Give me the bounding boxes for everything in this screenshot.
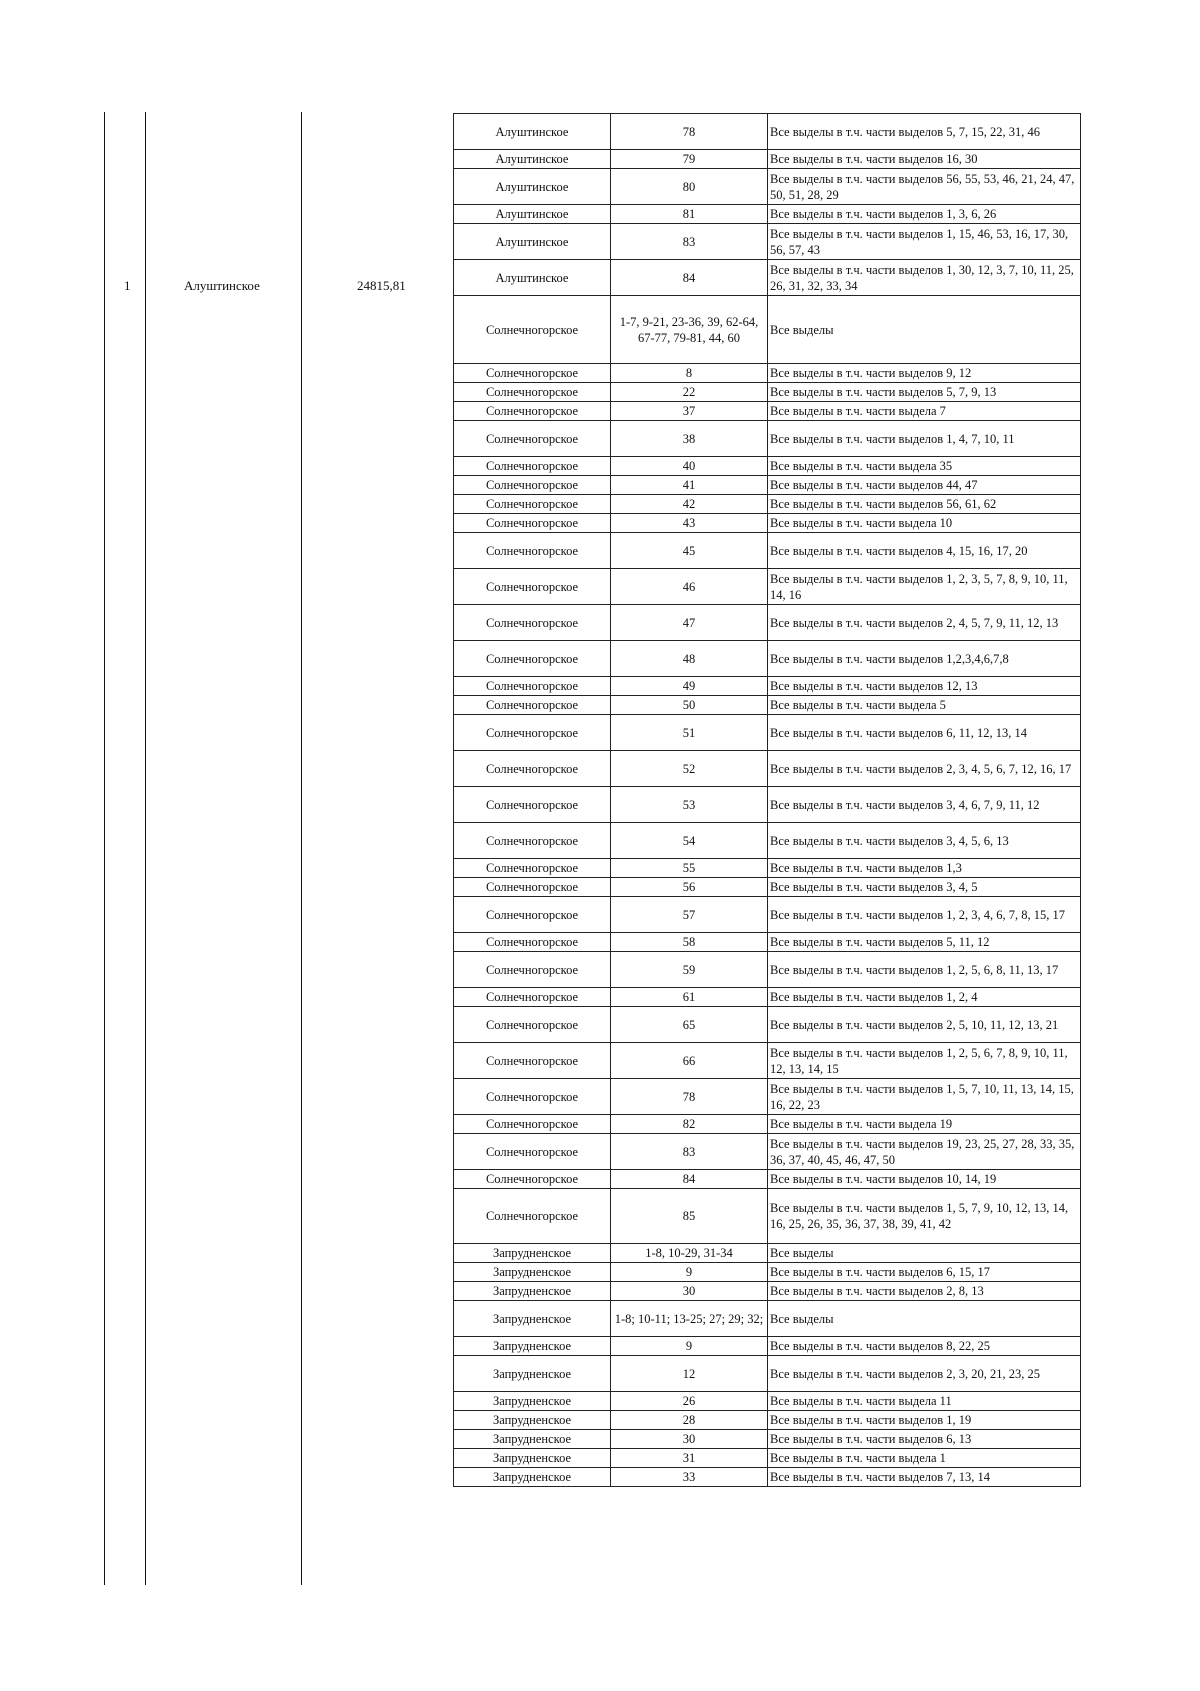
quarter-cell: 80: [611, 169, 768, 205]
forestry-cell: Солнечногорское: [454, 421, 611, 457]
table-row: [454, 952, 1081, 988]
sections-cell: Все выделы в т.ч. части выделов 56, 55, 53, 46, 21, 24, 47, 50, 51, 28, 29: [768, 169, 1081, 205]
sections-cell: Все выделы в т.ч. части выделов 1, 5, 7, 10, 11, 13, 14, 15, 16, 22, 23: [768, 1079, 1081, 1115]
forestry-cell: Алуштинское: [454, 150, 611, 169]
forestry-cell: Солнечногорское: [454, 1007, 611, 1043]
table-row: [454, 715, 1081, 751]
sections-cell: Все выделы в т.ч. части выделов 5, 7, 9, 13: [768, 383, 1081, 402]
table-row: [454, 402, 1081, 421]
sections-cell: Все выделы в т.ч. части выделов 1, 2, 4: [768, 988, 1081, 1007]
quarter-cell: 49: [611, 677, 768, 696]
table-row: [454, 476, 1081, 495]
sections-cell: Все выделы в т.ч. части выделов 56, 61, 62: [768, 495, 1081, 514]
quarter-cell: 85: [611, 1189, 768, 1244]
sections-cell: Все выделы в т.ч. части выделов 19, 23, 25, 27, 28, 33, 35, 36, 37, 40, 45, 46, 47, 50: [768, 1134, 1081, 1170]
forestry-cell: Алуштинское: [454, 260, 611, 296]
quarter-cell: 1-7, 9-21, 23-36, 39, 62-64, 67-77, 79-81, 44, 60: [611, 296, 768, 364]
sections-cell: Все выделы в т.ч. части выделов 2, 8, 13: [768, 1282, 1081, 1301]
table-row: [454, 751, 1081, 787]
quarter-cell: 78: [611, 1079, 768, 1115]
sections-cell: Все выделы в т.ч. части выдела 10: [768, 514, 1081, 533]
quarter-cell: 30: [611, 1282, 768, 1301]
sections-cell: Все выделы в т.ч. части выдела 11: [768, 1392, 1081, 1411]
table-row: [454, 823, 1081, 859]
forestry-cell: Алуштинское: [454, 205, 611, 224]
forestry-cell: Запрудненское: [454, 1337, 611, 1356]
table-row: [454, 1392, 1081, 1411]
sections-cell: Все выделы: [768, 1244, 1081, 1263]
sections-cell: Все выделы в т.ч. части выделов 2, 4, 5, 7, 9, 11, 12, 13: [768, 605, 1081, 641]
table-row: [454, 383, 1081, 402]
forestry-cell: Запрудненское: [454, 1244, 611, 1263]
row-number: 1: [124, 278, 131, 293]
table-row: [454, 878, 1081, 897]
table-row: [454, 859, 1081, 878]
quarter-cell: 42: [611, 495, 768, 514]
sections-cell: Все выделы в т.ч. части выделов 1, 4, 7, 10, 11: [768, 421, 1081, 457]
sections-cell: Все выделы в т.ч. части выделов 12, 13: [768, 677, 1081, 696]
quarter-cell: 55: [611, 859, 768, 878]
sections-cell: Все выделы в т.ч. части выделов 10, 14, 19: [768, 1170, 1081, 1189]
sections-cell: Все выделы в т.ч. части выделов 9, 12: [768, 364, 1081, 383]
quarter-cell: 8: [611, 364, 768, 383]
table-row: [454, 205, 1081, 224]
sections-cell: Все выделы в т.ч. части выделов 1, 3, 6, 26: [768, 205, 1081, 224]
forestry-cell: Алуштинское: [454, 114, 611, 150]
forestry-cell: Солнечногорское: [454, 1134, 611, 1170]
sections-cell: Все выделы в т.ч. части выделов 1, 30, 12, 3, 7, 10, 11, 25, 26, 31, 32, 33, 34: [768, 260, 1081, 296]
sections-cell: Все выделы в т.ч. части выделов 2, 3, 4, 5, 6, 7, 12, 16, 17: [768, 751, 1081, 787]
sections-cell: Все выделы в т.ч. части выделов 1, 15, 46, 53, 16, 17, 30, 56, 57, 43: [768, 224, 1081, 260]
quarter-cell: 1-8, 10-29, 31-34: [611, 1244, 768, 1263]
table-row: [454, 696, 1081, 715]
quarter-cell: 58: [611, 933, 768, 952]
quarters-table-body: [454, 114, 1081, 1487]
sections-cell: Все выделы в т.ч. части выделов 1, 5, 7, 9, 10, 12, 13, 14, 16, 25, 26, 35, 36, 37, 38, 39, 41, 42: [768, 1189, 1081, 1244]
forestry-cell: Солнечногорское: [454, 641, 611, 677]
sections-cell: Все выделы в т.ч. части выделов 1, 2, 3, 4, 6, 7, 8, 15, 17: [768, 897, 1081, 933]
sections-cell: Все выделы в т.ч. части выделов 6, 11, 12, 13, 14: [768, 715, 1081, 751]
quarter-cell: 48: [611, 641, 768, 677]
left-column-line-1: [104, 112, 105, 1585]
forestry-cell: Солнечногорское: [454, 751, 611, 787]
quarter-cell: 52: [611, 751, 768, 787]
table-row: [454, 1134, 1081, 1170]
table-row: [454, 605, 1081, 641]
quarter-cell: 82: [611, 1115, 768, 1134]
forestry-cell: Запрудненское: [454, 1411, 611, 1430]
forestry-cell: Солнечногорское: [454, 457, 611, 476]
table-row: [454, 296, 1081, 364]
quarter-cell: 84: [611, 260, 768, 296]
forestry-cell: Солнечногорское: [454, 878, 611, 897]
quarter-cell: 30: [611, 1430, 768, 1449]
sections-cell: Все выделы в т.ч. части выделов 5, 7, 15, 22, 31, 46: [768, 114, 1081, 150]
forestry-cell: Солнечногорское: [454, 933, 611, 952]
quarter-cell: 66: [611, 1043, 768, 1079]
forestry-cell: Солнечногорское: [454, 787, 611, 823]
quarter-cell: 28: [611, 1411, 768, 1430]
forestry-cell: Солнечногорское: [454, 952, 611, 988]
quarter-cell: 79: [611, 150, 768, 169]
forestry-cell: Запрудненское: [454, 1263, 611, 1282]
quarter-cell: 31: [611, 1449, 768, 1468]
forestry-cell: Солнечногорское: [454, 677, 611, 696]
table-row: [454, 114, 1081, 150]
table-row: [454, 787, 1081, 823]
forestry-cell: Запрудненское: [454, 1468, 611, 1487]
quarter-cell: 41: [611, 476, 768, 495]
table-row: [454, 1244, 1081, 1263]
sections-cell: Все выделы в т.ч. части выделов 1,2,3,4,6,7,8: [768, 641, 1081, 677]
forestry-cell: Солнечногорское: [454, 897, 611, 933]
table-row: [454, 933, 1081, 952]
forestry-cell: Солнечногорское: [454, 1170, 611, 1189]
forestry-cell: Алуштинское: [454, 224, 611, 260]
forestry-cell: Солнечногорское: [454, 476, 611, 495]
sections-cell: Все выделы в т.ч. части выделов 2, 5, 10, 11, 12, 13, 21: [768, 1007, 1081, 1043]
forestry-cell: Солнечногорское: [454, 296, 611, 364]
quarter-cell: 40: [611, 457, 768, 476]
forestry-cell: Солнечногорское: [454, 696, 611, 715]
forestry-cell: Солнечногорское: [454, 495, 611, 514]
forestry-cell: Солнечногорское: [454, 364, 611, 383]
forestry-cell: Солнечногорское: [454, 1043, 611, 1079]
table-row: [454, 1189, 1081, 1244]
sections-cell: Все выделы в т.ч. части выделов 3, 4, 6, 7, 9, 11, 12: [768, 787, 1081, 823]
table-row: [454, 150, 1081, 169]
table-row: [454, 988, 1081, 1007]
table-row: [454, 169, 1081, 205]
sections-cell: Все выделы: [768, 1301, 1081, 1337]
forestry-cell: Алуштинское: [454, 169, 611, 205]
quarter-cell: 50: [611, 696, 768, 715]
quarter-cell: 56: [611, 878, 768, 897]
total-area: 24815,81: [357, 278, 406, 293]
forestry-name: Алуштинское: [184, 278, 260, 293]
forestry-cell: Солнечногорское: [454, 715, 611, 751]
left-column-line-2: [145, 112, 146, 1585]
table-row: [454, 224, 1081, 260]
forestry-cell: Запрудненское: [454, 1301, 611, 1337]
forestry-cell: Запрудненское: [454, 1392, 611, 1411]
table-row: [454, 569, 1081, 605]
table-row: [454, 1356, 1081, 1392]
quarter-cell: 47: [611, 605, 768, 641]
quarter-cell: 26: [611, 1392, 768, 1411]
forestry-cell: Солнечногорское: [454, 988, 611, 1007]
table-row: [454, 514, 1081, 533]
table-row: [454, 421, 1081, 457]
table-row: [454, 1170, 1081, 1189]
forestry-cell: Солнечногорское: [454, 402, 611, 421]
sections-cell: Все выделы в т.ч. части выделов 1, 2, 5, 6, 7, 8, 9, 10, 11, 12, 13, 14, 15: [768, 1043, 1081, 1079]
quarters-table: [453, 113, 1081, 1487]
sections-cell: Все выделы в т.ч. части выдела 5: [768, 696, 1081, 715]
forestry-cell: Солнечногорское: [454, 1079, 611, 1115]
quarter-cell: 33: [611, 1468, 768, 1487]
quarter-cell: 59: [611, 952, 768, 988]
quarter-cell: 51: [611, 715, 768, 751]
table-row: [454, 1115, 1081, 1134]
forestry-cell: Солнечногорское: [454, 1189, 611, 1244]
table-row: [454, 533, 1081, 569]
table-row: [454, 1337, 1081, 1356]
table-row: [454, 641, 1081, 677]
sections-cell: Все выделы в т.ч. части выделов 1, 2, 5, 6, 8, 11, 13, 17: [768, 952, 1081, 988]
quarter-cell: 37: [611, 402, 768, 421]
quarter-cell: 53: [611, 787, 768, 823]
sections-cell: Все выделы в т.ч. части выделов 16, 30: [768, 150, 1081, 169]
sections-cell: Все выделы в т.ч. части выделов 4, 15, 16, 17, 20: [768, 533, 1081, 569]
forestry-cell: Солнечногорское: [454, 533, 611, 569]
table-row: [454, 1263, 1081, 1282]
quarter-cell: 65: [611, 1007, 768, 1043]
quarter-cell: 57: [611, 897, 768, 933]
sections-cell: Все выделы в т.ч. части выделов 3, 4, 5, 6, 13: [768, 823, 1081, 859]
sections-cell: Все выделы в т.ч. части выделов 3, 4, 5: [768, 878, 1081, 897]
sections-cell: Все выделы в т.ч. части выделов 7, 13, 14: [768, 1468, 1081, 1487]
forestry-cell: Запрудненское: [454, 1430, 611, 1449]
quarter-cell: 9: [611, 1263, 768, 1282]
forestry-cell: Запрудненское: [454, 1356, 611, 1392]
table-row: [454, 897, 1081, 933]
table-row: [454, 495, 1081, 514]
quarter-cell: 84: [611, 1170, 768, 1189]
forestry-cell: Солнечногорское: [454, 514, 611, 533]
quarter-cell: 45: [611, 533, 768, 569]
table-row: [454, 457, 1081, 476]
quarter-cell: 1-8; 10-11; 13-25; 27; 29; 32;: [611, 1301, 768, 1337]
forestry-cell: Солнечногорское: [454, 605, 611, 641]
forestry-cell: Запрудненское: [454, 1449, 611, 1468]
quarter-cell: 81: [611, 205, 768, 224]
sections-cell: Все выделы в т.ч. части выделов 5, 11, 12: [768, 933, 1081, 952]
quarter-cell: 78: [611, 114, 768, 150]
quarter-cell: 46: [611, 569, 768, 605]
forestry-cell: Солнечногорское: [454, 859, 611, 878]
sections-cell: Все выделы в т.ч. части выдела 1: [768, 1449, 1081, 1468]
quarter-cell: 38: [611, 421, 768, 457]
table-row: [454, 260, 1081, 296]
sections-cell: Все выделы в т.ч. части выделов 44, 47: [768, 476, 1081, 495]
sections-cell: Все выделы в т.ч. части выдела 35: [768, 457, 1081, 476]
sections-cell: Все выделы в т.ч. части выделов 6, 15, 17: [768, 1263, 1081, 1282]
forestry-cell: Солнечногорское: [454, 383, 611, 402]
forestry-cell: Солнечногорское: [454, 1115, 611, 1134]
sections-cell: Все выделы в т.ч. части выделов 1, 2, 3, 5, 7, 8, 9, 10, 11, 14, 16: [768, 569, 1081, 605]
forestry-cell: Запрудненское: [454, 1282, 611, 1301]
table-row: [454, 1282, 1081, 1301]
forestry-cell: Солнечногорское: [454, 569, 611, 605]
sections-cell: Все выделы в т.ч. части выдела 7: [768, 402, 1081, 421]
table-row: [454, 1301, 1081, 1337]
table-row: [454, 1411, 1081, 1430]
left-column-line-3: [301, 112, 302, 1585]
sections-cell: Все выделы в т.ч. части выделов 2, 3, 20, 21, 23, 25: [768, 1356, 1081, 1392]
quarter-cell: 61: [611, 988, 768, 1007]
sections-cell: Все выделы в т.ч. части выдела 19: [768, 1115, 1081, 1134]
table-row: [454, 1468, 1081, 1487]
sections-cell: Все выделы: [768, 296, 1081, 364]
table-row: [454, 1007, 1081, 1043]
table-row: [454, 1430, 1081, 1449]
quarter-cell: 83: [611, 1134, 768, 1170]
quarter-cell: 43: [611, 514, 768, 533]
quarter-cell: 83: [611, 224, 768, 260]
quarter-cell: 9: [611, 1337, 768, 1356]
sections-cell: Все выделы в т.ч. части выделов 1, 19: [768, 1411, 1081, 1430]
table-row: [454, 1043, 1081, 1079]
table-row: [454, 1079, 1081, 1115]
quarter-cell: 12: [611, 1356, 768, 1392]
table-row: [454, 364, 1081, 383]
table-row: [454, 1449, 1081, 1468]
table-row: [454, 677, 1081, 696]
sections-cell: Все выделы в т.ч. части выделов 6, 13: [768, 1430, 1081, 1449]
quarter-cell: 22: [611, 383, 768, 402]
forestry-cell: Солнечногорское: [454, 823, 611, 859]
sections-cell: Все выделы в т.ч. части выделов 1,3: [768, 859, 1081, 878]
sections-cell: Все выделы в т.ч. части выделов 8, 22, 25: [768, 1337, 1081, 1356]
quarter-cell: 54: [611, 823, 768, 859]
